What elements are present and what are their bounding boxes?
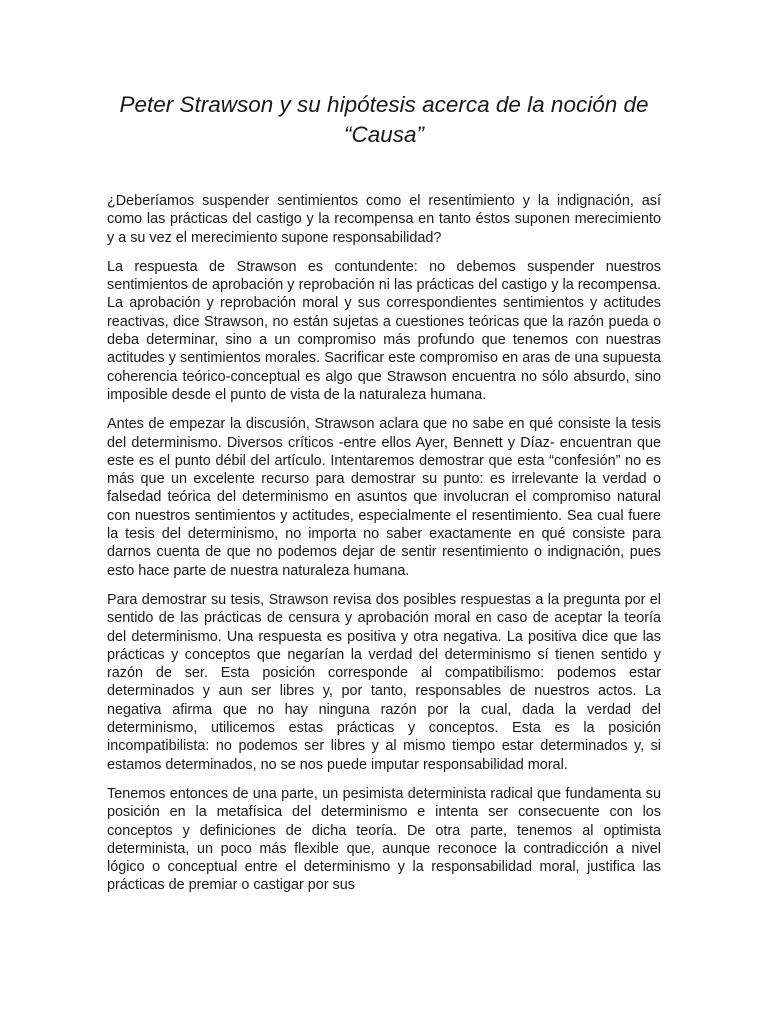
paragraph-4: Para demostrar su tesis, Strawson revisa dos posibles respuestas a la pregunta por el sentido de las prácticas de censura y aprobación moral en caso de aceptar la teoría del determinismo. Una respuesta es positiva y otra negativa. La positiva dice que las prácticas y conceptos que negarían la verdad del determinismo sí tienen sentido y razón de ser. Esta posición corresponde al compatibilismo: podemos estar determinados y aun ser libres y, por tanto, responsables de nuestros actos. La negativa afirma que no hay ninguna razón por la cual, dada la verdad del determinismo, utilicemos estas prácticas y conceptos. Esta es la posición incompatibilista: no podemos ser libres y al mismo tiempo estar determinados y, si estamos determinados, no se nos puede imputar responsabilidad moral. <box>107 591 661 773</box>
paragraph-2: La respuesta de Strawson es contundente: no debemos suspender nuestros sentimientos de aprobación y reprobación ni las prácticas del castigo y la recompensa. La aprobación y reprobación moral y sus correspondientes sentimientos y actitudes reactivas, dice Strawson, no están sujetas a cuestiones teóricas que la razón pueda o deba determinar, sino a un compromiso más profundo que tenemos con nuestras actitudes y sentimientos morales. Sacrificar este compromiso en aras de una supuesta coherencia teórico-conceptual es algo que Strawson encuentra no sólo absurdo, sino imposible desde el punto de vista de la naturaleza humana. <box>107 258 661 403</box>
paragraph-1: ¿Deberíamos suspender sentimientos como el resentimiento y la indignación, así como las prácticas del castigo y la recompensa en tanto éstos suponen merecimiento y a su vez el merecimiento supone responsabilidad? <box>107 193 661 246</box>
paragraph-5: Tenemos entonces de una parte, un pesimista determinista radical que fundamenta su posición en la metafísica del determinismo e intenta ser consecuente con los conceptos y definiciones de dicha teoría. De otra parte, tenemos al optimista determinista, un poco más flexible que, aunque reconoce la contradicción a nivel lógico o conceptual entre el determinismo y la responsabilidad moral, justifica las prácticas de premiar o castigar por sus <box>107 785 661 894</box>
document-page <box>107 90 661 906</box>
paragraph-3: Antes de empezar la discusión, Strawson aclara que no sabe en qué consiste la tesis del determinismo. Diversos críticos -entre ellos Ayer, Bennett y Díaz- encuentran que este es el punto débil del artículo. Intentaremos demostrar que esta “confesión” no es más que un excelente recurso para demostrar su punto: es irrelevante la verdad o falsedad teórica del determinismo en asuntos que involucran el compromiso natural con nuestros sentimientos y actitudes, especialmente el resentimiento. Sea cual fuere la tesis del determinismo, no importa no saber exactamente en qué consiste para darnos cuenta de que no podemos dejar de sentir resentimiento o indignación, pues esto hace parte de nuestra naturaleza humana. <box>107 416 661 579</box>
document-title: Peter Strawson y su hipótesis acerca de la noción de “Causa” <box>119 92 649 147</box>
